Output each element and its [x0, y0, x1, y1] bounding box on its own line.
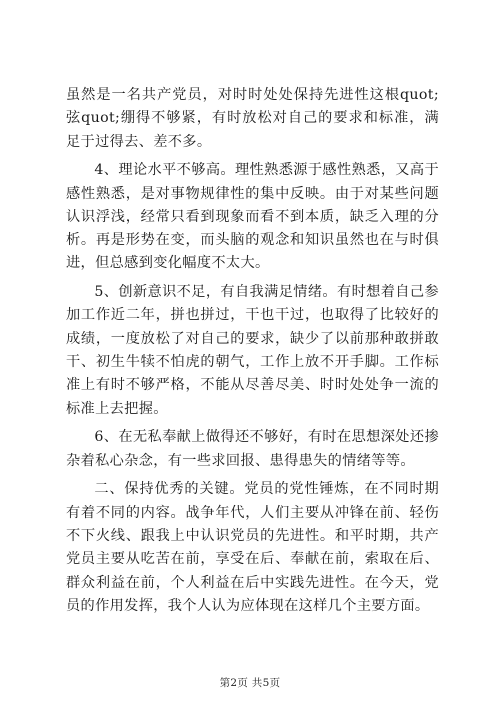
- paragraph-dedication: 6、在无私奉献上做得还不够好，有时在思想深处还掺杂着私心杂念，有一些求回报、患得患失的情绪等等。: [66, 429, 439, 469]
- document-body: [66, 84, 439, 623]
- paragraph-theory-level: 4、理论水平不够高。理性熟悉源于感性熟悉，又高于感性熟悉，是对事物规律性的集中反映。由于对某些问题认识浮浅，经常只看到现象而看不到本质，缺乏入理的分析。再是形势在变，而头脑的观念和知识虽然也在与时俱进，但总感到变化幅度不太大。: [66, 162, 439, 272]
- paragraph-innovation: 5、创新意识不足，有自我满足情绪。有时想着自己参加工作近二年，拼也拼过，干也干过，也取得了比较好的成绩，一度放松了对自己的要求，缺少了以前那种敢拼敢干、初生牛犊不怕虎的朝气，工作上放不开手脚。工作标准上有时不够严格，不能从尽善尽美、时时处处争一流的标准上去把握。: [66, 284, 439, 417]
- paragraph-key-to-excellence: 二、保持优秀的关键。党员的党性锤炼，在不同时期有着不同的内容。战争年代，人们主要从冲锋在前、轻伤不下火线、跟我上中认识党员的先进性。和平时期，共产党员主要从吃苦在前，享受在后、奉献在前，索取在后、群众利益在前，个人利益在后中实践先进性。在今天，党员的作用发挥，我个人认为应体现在这样几个主要方面。: [66, 481, 439, 614]
- page-number-footer: 第2页 共5页: [219, 677, 281, 689]
- paragraph-continuation: 虽然是一名共产党员，对时时处处保持先进性这根quot;弦quot;绷得不够紧，有时放松对自己的要求和标准，满足于过得去、差不多。: [66, 87, 439, 150]
